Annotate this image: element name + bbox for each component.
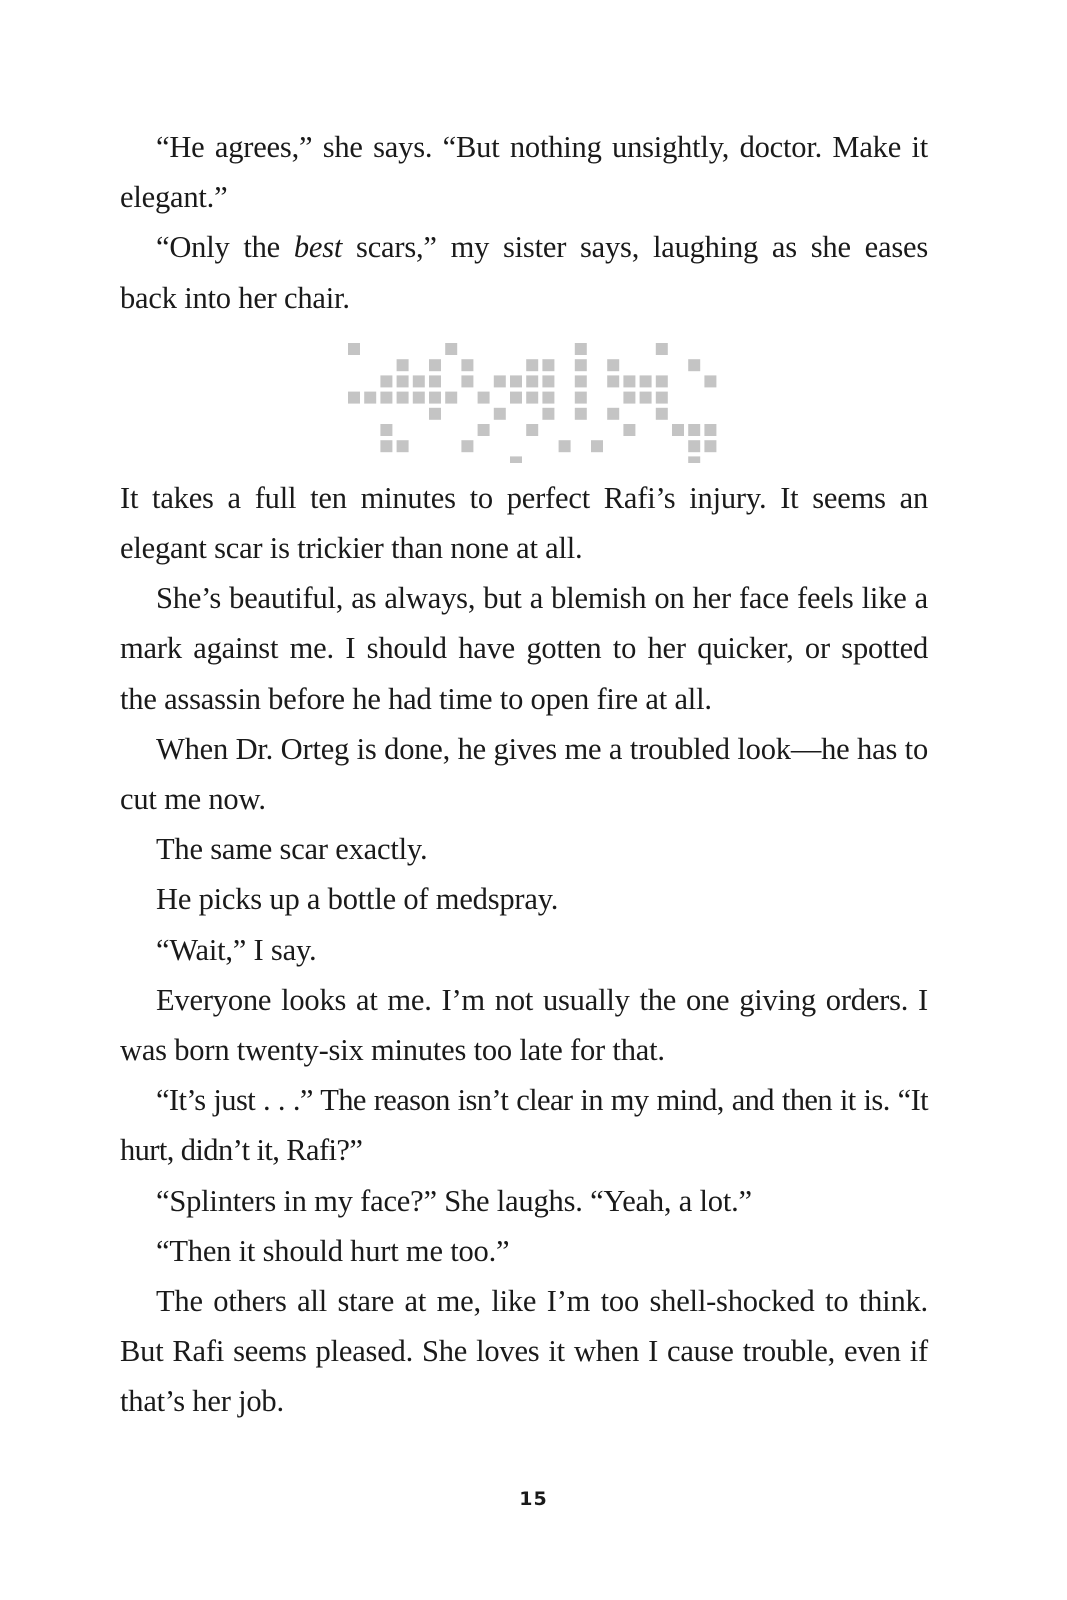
- ornament-pixel: [364, 391, 376, 403]
- page-number: 15: [519, 1488, 548, 1510]
- paragraph-4: She’s beautiful, as always, but a blemish on her face feels like a mark against me. I should have gotten to her quicker, or spotted the assassin before he had time to open fire at all.: [120, 581, 928, 716]
- ornament-pixel: [656, 375, 668, 387]
- ornament-pixel: [397, 440, 409, 452]
- paragraph-2-start: “Only the: [156, 230, 294, 265]
- ornament-pixel: [478, 391, 490, 403]
- pixel-ornament-icon: [348, 343, 818, 463]
- ornament-pixel: [575, 375, 587, 387]
- ornament-pixel: [494, 408, 506, 420]
- ornament-pixel: [623, 424, 635, 436]
- ornament-pixel: [397, 391, 409, 403]
- ornament-pixel: [542, 375, 554, 387]
- ornament-pixel: [640, 391, 652, 403]
- ornament-pixel: [656, 391, 668, 403]
- ornament-pixel: [542, 391, 554, 403]
- ornament-pixel: [542, 359, 554, 371]
- ornament-pixel: [429, 391, 441, 403]
- paragraph-2-emphasis: best: [293, 230, 343, 265]
- ornament-pixel: [656, 343, 668, 355]
- ornament-pixel: [688, 424, 700, 436]
- paragraph-2-end: scars,” my sister says, laughing as she eases back into her chair.: [120, 230, 928, 315]
- paragraph-13: The others all stare at me, like I’m too shell-shocked to think. But Rafi seems pleased. She loves it when I cause trouble, even if that’s her job.: [120, 1284, 928, 1419]
- ornament-pixel: [478, 424, 490, 436]
- paragraph-5: When Dr. Orteg is done, he gives me a troubled look—he has to cut me now.: [120, 731, 928, 817]
- ornament-pixel: [397, 375, 409, 387]
- ornament-pixel: [672, 424, 684, 436]
- ornament-pixel: [526, 391, 538, 403]
- ornament-pixel: [575, 343, 587, 355]
- ornament-pixel: [445, 391, 457, 403]
- ornament-pixel: [461, 359, 473, 371]
- ornament-pixel: [461, 440, 473, 452]
- ornament-pixel: [704, 375, 716, 387]
- ornament-pixel: [656, 408, 668, 420]
- ornament-pixel: [380, 440, 392, 452]
- ornament-pixel: [429, 375, 441, 387]
- ornament-pixel: [380, 375, 392, 387]
- ornament-pixel: [607, 375, 619, 387]
- ornament-pixel: [348, 343, 360, 355]
- paragraph-7: He picks up a bottle of medspray.: [156, 882, 559, 917]
- ornament-pixel: [413, 391, 425, 403]
- ornament-pixel: [510, 375, 522, 387]
- ornament-pixel: [688, 440, 700, 452]
- paragraph-2: [120, 222, 928, 322]
- paragraph-9: Everyone looks at me. I’m not usually the one giving orders. I was born twenty-six minutes too late for that.: [120, 982, 928, 1068]
- paragraph-3: It takes a full ten minutes to perfect Rafi’s injury. It seems an elegant scar is trickier than none at all.: [120, 480, 928, 566]
- ornament-pixel: [607, 408, 619, 420]
- paragraph-12: “Then it should hurt me too.”: [156, 1233, 510, 1268]
- ornament-pixel: [591, 440, 603, 452]
- ornament-pixel: [445, 343, 457, 355]
- ornament-pixel: [429, 408, 441, 420]
- ornament-pixel: [623, 391, 635, 403]
- ornament-pixel: [688, 359, 700, 371]
- ornament-pixel: [526, 375, 538, 387]
- ornament-pixel: [688, 456, 700, 463]
- ornament-pixel: [510, 391, 522, 403]
- ornament-pixel: [575, 391, 587, 403]
- paragraph-1: “He agrees,” she says. “But nothing unsightly, doctor. Make it elegant.”: [120, 130, 928, 215]
- page-body: [120, 122, 928, 1427]
- ornament-pixel: [640, 375, 652, 387]
- ornament-pixel: [704, 424, 716, 436]
- ornament-pixel: [413, 375, 425, 387]
- ornament-pixel: [623, 375, 635, 387]
- ornament-pixel: [559, 440, 571, 452]
- ornament-pixel: [704, 440, 716, 452]
- paragraph-8: “Wait,” I say.: [156, 932, 317, 967]
- ornament-pixel: [575, 359, 587, 371]
- ornament-pixel: [542, 408, 554, 420]
- ornament-pixel: [380, 391, 392, 403]
- paragraph-6: The same scar exactly.: [156, 832, 428, 867]
- ornament-pixel: [380, 424, 392, 436]
- scene-break-ornament: [120, 323, 928, 473]
- ornament-pixel: [526, 424, 538, 436]
- ornament-pixel: [461, 375, 473, 387]
- ornament-pixel: [526, 359, 538, 371]
- ornament-pixel: [494, 375, 506, 387]
- ornament-pixel: [397, 359, 409, 371]
- paragraph-10: “It’s just . . .” The reason isn’t clear in my mind, and then it is. “It hurt, didn’t it, Rafi?”: [120, 1083, 928, 1168]
- ornament-pixel: [429, 359, 441, 371]
- paragraph-11: “Splinters in my face?” She laughs. “Yeah, a lot.”: [156, 1183, 752, 1218]
- ornament-pixel: [348, 391, 360, 403]
- ornament-pixel: [510, 456, 522, 463]
- ornament-pixel: [607, 359, 619, 371]
- ornament-pixel: [575, 408, 587, 420]
